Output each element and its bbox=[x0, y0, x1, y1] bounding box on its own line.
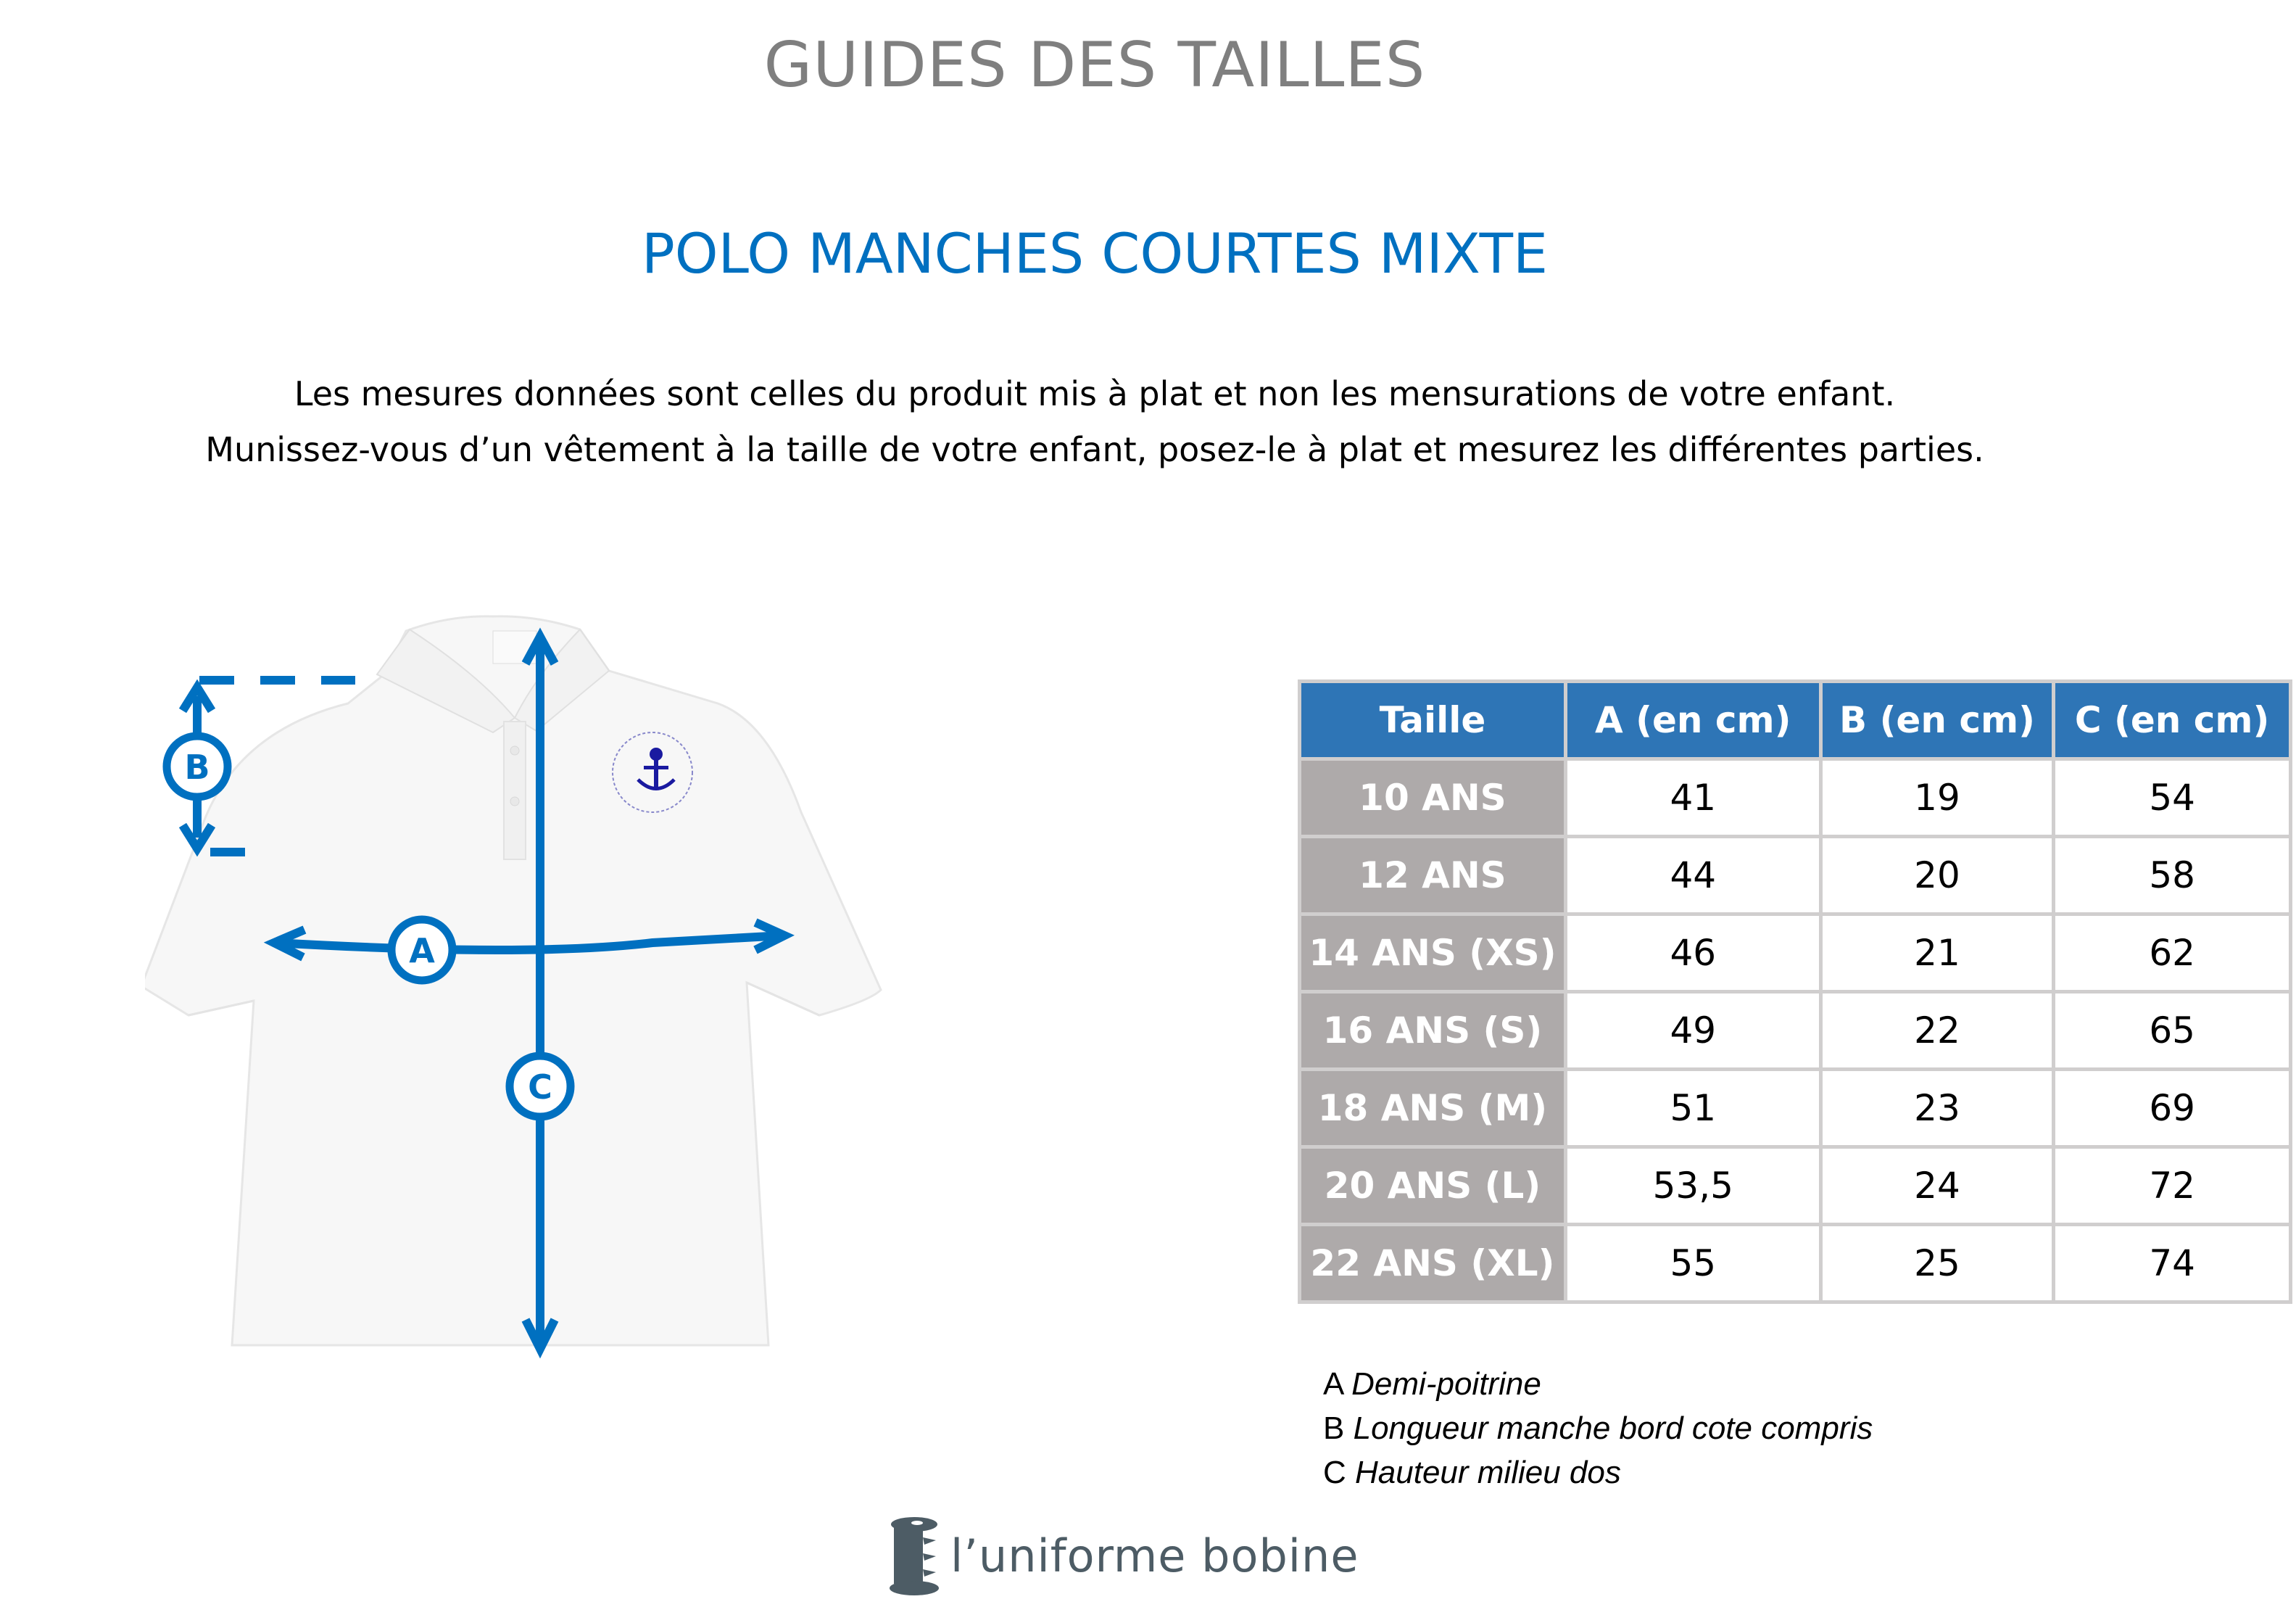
b-cell: 25 bbox=[1820, 1225, 2054, 1302]
b-cell: 22 bbox=[1820, 992, 2054, 1070]
marker-a-badge bbox=[391, 920, 452, 980]
size-table bbox=[1298, 679, 2292, 1304]
table-row bbox=[1300, 1147, 2291, 1225]
table-row bbox=[1300, 914, 2291, 992]
c-cell: 62 bbox=[2054, 914, 2291, 992]
legend-item-c: C Hauteur milieu dos bbox=[1323, 1455, 1621, 1490]
table-row bbox=[1300, 837, 2291, 914]
spool-icon bbox=[888, 1516, 940, 1597]
product-title: POLO MANCHES COURTES MIXTE bbox=[641, 221, 1549, 286]
size-cell: 18 ANS (M) bbox=[1300, 1070, 1566, 1147]
description-line-2: Munissez-vous d’un vêtement à la taille de votre enfant, posez-le à plat et mesurez les différentes parties. bbox=[205, 430, 1984, 469]
b-cell: 23 bbox=[1820, 1070, 2054, 1147]
svg-text:C: C bbox=[528, 1067, 552, 1107]
b-cell: 24 bbox=[1820, 1147, 2054, 1225]
b-cell: 20 bbox=[1820, 837, 2054, 914]
c-cell: 54 bbox=[2054, 759, 2291, 837]
svg-text:B: B bbox=[184, 748, 210, 787]
header-a: A (en cm) bbox=[1565, 682, 1820, 759]
polo-shirt-illustration bbox=[145, 616, 881, 1345]
c-cell: 69 bbox=[2054, 1070, 2291, 1147]
description-line-1: Les mesures données sont celles du produit mis à plat et non les mensurations de votre enfant. bbox=[294, 374, 1896, 413]
table-row bbox=[1300, 1225, 2291, 1302]
measurement-legend bbox=[1323, 1362, 1873, 1495]
c-cell: 72 bbox=[2054, 1147, 2291, 1225]
table-row bbox=[1300, 759, 2291, 837]
size-cell: 16 ANS (S) bbox=[1300, 992, 1566, 1070]
marker-b-badge bbox=[167, 736, 228, 797]
c-cell: 74 bbox=[2054, 1225, 2291, 1302]
a-cell: 44 bbox=[1565, 837, 1820, 914]
b-cell: 19 bbox=[1820, 759, 2054, 837]
a-cell: 53,5 bbox=[1565, 1147, 1820, 1225]
a-cell: 55 bbox=[1565, 1225, 1820, 1302]
c-cell: 65 bbox=[2054, 992, 2291, 1070]
size-cell: 14 ANS (XS) bbox=[1300, 914, 1566, 992]
header-c: C (en cm) bbox=[2054, 682, 2291, 759]
marker-c-badge bbox=[510, 1056, 571, 1117]
brand-logo bbox=[888, 1514, 1359, 1598]
header-taille: Taille bbox=[1300, 682, 1566, 759]
a-cell: 51 bbox=[1565, 1070, 1820, 1147]
brand-name: l’uniforme bobine bbox=[950, 1529, 1359, 1582]
svg-text:A: A bbox=[409, 931, 435, 970]
table-row bbox=[1300, 992, 2291, 1070]
legend-item-a: A Demi-poitrine bbox=[1323, 1366, 1541, 1402]
size-cell: 10 ANS bbox=[1300, 759, 1566, 837]
table-row bbox=[1300, 1070, 2291, 1147]
table-header-row bbox=[1300, 682, 2291, 759]
size-cell: 20 ANS (L) bbox=[1300, 1147, 1566, 1225]
c-cell: 58 bbox=[2054, 837, 2291, 914]
size-cell: 12 ANS bbox=[1300, 837, 1566, 914]
legend-item-b: B Longueur manche bord cote compris bbox=[1323, 1410, 1873, 1446]
a-cell: 46 bbox=[1565, 914, 1820, 992]
a-cell: 41 bbox=[1565, 759, 1820, 837]
page-title: GUIDES DES TAILLES bbox=[763, 29, 1426, 102]
b-cell: 21 bbox=[1820, 914, 2054, 992]
size-cell: 22 ANS (XL) bbox=[1300, 1225, 1566, 1302]
a-cell: 49 bbox=[1565, 992, 1820, 1070]
polo-measurement-diagram bbox=[145, 595, 979, 1363]
header-b: B (en cm) bbox=[1820, 682, 2054, 759]
